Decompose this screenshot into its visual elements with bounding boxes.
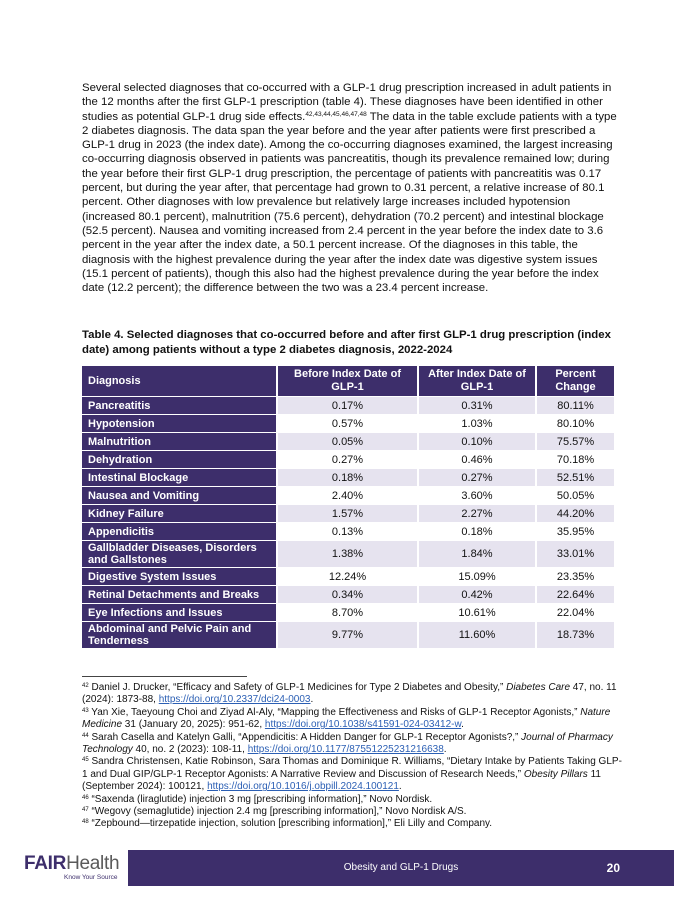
- cell-after: 0.31%: [419, 397, 535, 414]
- table-row: [82, 541, 614, 567]
- header-after-index: After Index Date of GLP-1: [419, 366, 535, 396]
- footer-title: Obesity and GLP-1 Drugs: [343, 862, 459, 873]
- cell-after: 0.10%: [419, 433, 535, 450]
- cell-before: 0.13%: [278, 523, 417, 540]
- footnote-citation: 40, no. 2 (2023): 108-11,: [132, 744, 248, 756]
- cell-change: 44.20%: [537, 505, 614, 522]
- table-row: [82, 622, 614, 648]
- footnote: [82, 818, 622, 830]
- table-row: [82, 469, 614, 486]
- cell-change: 35.95%: [537, 523, 614, 540]
- footnote: [82, 707, 622, 732]
- cell-diagnosis: Abdominal and Pelvic Pain and Tenderness: [82, 622, 276, 648]
- footnote-number: 44: [82, 732, 89, 739]
- footnote-journal: Diabetes Care: [506, 682, 571, 693]
- footnote-number: 45: [82, 757, 89, 764]
- cell-diagnosis: Kidney Failure: [82, 505, 276, 522]
- footnote-text: “Wegovy (semaglutide) injection 2.4 mg [prescribing information],” Novo Nordisk A/S.: [88, 806, 467, 818]
- cell-change: 70.18%: [537, 451, 614, 468]
- cell-diagnosis: Nausea and Vomiting: [82, 487, 276, 504]
- page-number: 20: [606, 861, 620, 875]
- cell-after: 10.61%: [419, 604, 535, 621]
- cell-after: 0.46%: [419, 451, 535, 468]
- table-header-row: [82, 366, 614, 396]
- page-footer: [24, 850, 674, 886]
- table-row: [82, 568, 614, 585]
- body-text-part1: Several selected diagnoses that co-occurred with a GLP-1 drug prescription increased in adult patients in the 12 months after the first GLP-1 prescription (table 4). These diagnoses have been identified in other studies as potential GLP-1 drug side effects.: [82, 82, 612, 123]
- footnote-text: “Saxenda (liraglutide) injection 3 mg [prescribing information],” Novo Nordisk.: [88, 793, 433, 805]
- cell-change: 80.11%: [537, 397, 614, 414]
- cell-change: 75.57%: [537, 433, 614, 450]
- body-paragraph: [82, 81, 618, 295]
- cell-after: 2.27%: [419, 505, 535, 522]
- table-row: [82, 604, 614, 621]
- footnote-divider: [82, 676, 247, 677]
- footer-strip: [128, 850, 674, 886]
- footnote: [82, 756, 622, 793]
- fair-health-logo: [24, 850, 124, 886]
- cell-after: 1.84%: [419, 541, 535, 567]
- table-row: [82, 397, 614, 414]
- footnote-text: Yan Xie, Taeyoung Choi and Ziyad Al-Aly, “Mapping the Effectiveness and Risks of GLP-1 Receptor Agonists,”: [88, 706, 581, 718]
- footnote-end: .: [310, 694, 314, 706]
- cell-diagnosis: Digestive System Issues: [82, 568, 276, 585]
- table-row: [82, 415, 614, 432]
- footnote: [82, 682, 622, 707]
- cell-after: 15.09%: [419, 568, 535, 585]
- cell-before: 8.70%: [278, 604, 417, 621]
- cell-diagnosis: Malnutrition: [82, 433, 276, 450]
- cell-before: 1.57%: [278, 505, 417, 522]
- footnote: [82, 806, 622, 818]
- footnote-citation: 31 (January 20, 2025): 951-62,: [122, 719, 265, 731]
- cell-after: 1.03%: [419, 415, 535, 432]
- table-row: [82, 586, 614, 603]
- cell-before: 0.34%: [278, 586, 417, 603]
- footnote: [82, 732, 622, 757]
- footnote-number: 42: [82, 683, 89, 689]
- cell-change: 22.64%: [537, 586, 614, 603]
- logo-tagline: Know Your Source: [64, 874, 118, 881]
- cell-diagnosis: Eye Infections and Issues: [82, 604, 276, 621]
- cell-change: 33.01%: [537, 541, 614, 567]
- cell-before: 2.40%: [278, 487, 417, 504]
- footnote: [82, 794, 622, 806]
- cell-change: 22.04%: [537, 604, 614, 621]
- footnote-refs: 42,43,44,45,46,47,48: [305, 110, 367, 118]
- footnote-citation: 47, no. 11 (2024): 1873-88,: [82, 682, 617, 706]
- cell-diagnosis: Hypotension: [82, 415, 276, 432]
- table-row: [82, 433, 614, 450]
- header-diagnosis: Diagnosis: [82, 366, 276, 396]
- header-percent-change: Percent Change: [537, 366, 614, 396]
- logo-wordmark: FAIRHealth: [24, 853, 120, 874]
- table-caption: Table 4. Selected diagnoses that co-occurred before and after first GLP-1 drug prescription (index date) among patients without a type 2 diabetes diagnosis, 2022-2024: [82, 329, 611, 356]
- footnote-end: .: [398, 781, 402, 793]
- cell-diagnosis: Gallbladder Diseases, Disorders and Gallstones: [82, 541, 276, 567]
- cell-before: 0.18%: [278, 469, 417, 486]
- footnote-end: .: [443, 744, 447, 756]
- table-row: [82, 505, 614, 522]
- cell-diagnosis: Pancreatitis: [82, 397, 276, 414]
- header-before-index: Before Index Date of GLP-1: [278, 366, 417, 396]
- cell-before: 0.27%: [278, 451, 417, 468]
- footnote-number: 48: [82, 819, 89, 826]
- cell-change: 23.35%: [537, 568, 614, 585]
- footnote-number: 47: [82, 807, 89, 814]
- cell-before: 12.24%: [278, 568, 417, 585]
- footnote-citation: 11 (September 2024): 100121,: [82, 768, 601, 793]
- cell-after: 0.27%: [419, 469, 535, 486]
- body-text-part2: The data in the table exclude patients with a type 2 diabetes diagnosis. The data span the year before and the year after patients were first prescribed a GLP-1 drug in 2023 (the index date). Among the co-occurring diagnoses examined, the largest increasing co-occurring diagnosis observed in patients was pancreatitis, though its prevalence remained low; during the year before their first GLP-1 drug prescription, the percentage of patients with pancreatitis was 0.17 percent, but during the year after, that percentage had grown to 0.31 percent, a relative increase of 80.1 percent. Other diagnoses with low prevalence but relatively large increases included hypotension (increased 80.1 percent), malnutrition (75.6 percent), dehydration (70.2 percent) and intestinal blockage (52.5 percent). Nausea and vomiting increased from 2.4 percent in the year before the index date to 3.6 percent in the year after the index date, a 50.1 percent increase. Of the diagnoses in this table, the diagnosis with the highest prevalence during the year after the index date was digestive system issues (15.1 percent of patients), though this also had the highest prevalence during the year before the index date (12.2 percent); the difference between the two was a 23.4 percent increase.: [82, 110, 617, 295]
- cell-change: 80.10%: [537, 415, 614, 432]
- footnote-end: .: [461, 719, 464, 731]
- cell-diagnosis: Intestinal Blockage: [82, 469, 276, 486]
- table-row: [82, 487, 614, 504]
- footnote-journal: Journal of Pharmacy Technology: [82, 731, 613, 756]
- table-body: [82, 397, 614, 648]
- footnote-text: Sarah Casella and Katelyn Galli, “Appendicitis: A Hidden Danger for GLP-1 Receptor Agonists?,”: [88, 731, 522, 743]
- cell-after: 11.60%: [419, 622, 535, 648]
- footnote-journal: Obesity Pillars: [523, 768, 588, 780]
- footnote-text: Sandra Christensen, Katie Robinson, Sara Thomas and Dominique R. Williams, “Dietary Intake by Patients Taking GLP-1 and Dual GIP/GLP-1 Receptor Agonists: A Narrative Review and Discussion of Research Needs,”: [82, 756, 622, 780]
- table-row: [82, 523, 614, 540]
- diagnoses-table: [80, 365, 616, 649]
- footnote-number: 43: [82, 707, 89, 714]
- footnote-journal: Nature Medicine: [82, 706, 611, 731]
- footnote-number: 46: [82, 794, 89, 801]
- cell-before: 1.38%: [278, 541, 417, 567]
- footnote-doi-link[interactable]: https://doi.org/10.1177/87551225231216638: [247, 744, 444, 756]
- cell-diagnosis: Appendicitis: [82, 523, 276, 540]
- cell-before: 0.17%: [278, 397, 417, 414]
- cell-diagnosis: Dehydration: [82, 451, 276, 468]
- footnote-text: “Zepbound—tirzepatide injection, solution [prescribing information],” Eli Lilly and Company.: [88, 818, 493, 830]
- cell-change: 52.51%: [537, 469, 614, 486]
- cell-before: 0.57%: [278, 415, 417, 432]
- cell-change: 50.05%: [537, 487, 614, 504]
- footnotes: [82, 682, 622, 831]
- footnote-doi-link[interactable]: https://doi.org/10.1038/s41591-024-03412-w: [264, 719, 462, 731]
- cell-after: 0.18%: [419, 523, 535, 540]
- cell-before: 0.05%: [278, 433, 417, 450]
- table-row: [82, 451, 614, 468]
- footnote-doi-link[interactable]: https://doi.org/10.1016/j.obpill.2024.100121: [207, 781, 399, 793]
- footnote-doi-link[interactable]: https://doi.org/10.2337/dci24-0003: [158, 694, 311, 706]
- cell-before: 9.77%: [278, 622, 417, 648]
- cell-change: 18.73%: [537, 622, 614, 648]
- cell-after: 0.42%: [419, 586, 535, 603]
- cell-diagnosis: Retinal Detachments and Breaks: [82, 586, 276, 603]
- footnote-text: Daniel J. Drucker, “Efficacy and Safety of GLP-1 Medicines for Type 2 Diabetes and Obesity,”: [88, 682, 507, 693]
- cell-after: 3.60%: [419, 487, 535, 504]
